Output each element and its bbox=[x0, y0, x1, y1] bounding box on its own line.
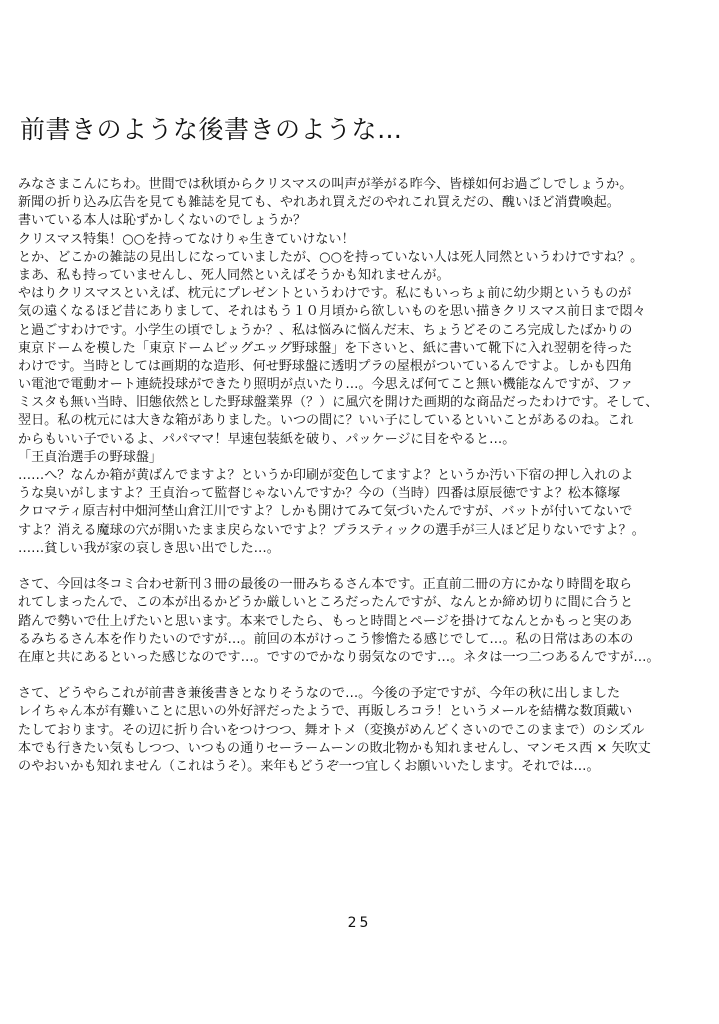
text-line: い電池で電動オート連続投球ができたり照明が点いたり…。今思えば何てこと無い機能なんですが、ファ bbox=[18, 377, 634, 393]
text-line: さて、どうやらこれが前書き兼後書きとなりそうなので…。今後の予定ですが、今年の秋に出しました bbox=[18, 686, 621, 702]
text-line: まあ、私も持っていませんし、死人同然といえばそうかも知れませんが。 bbox=[18, 267, 450, 283]
page-number: 25 bbox=[347, 915, 372, 931]
text-line: 新聞の折り込み広告を見ても雑誌を見ても、やれあれ買えだのやれこれ買えだの、醜いほど消費喚起。 bbox=[18, 195, 620, 211]
text-line: 翌日。私の枕元には大きな箱がありました。いつの間に？いい子にしているといいことがあるのね。これ bbox=[18, 413, 634, 429]
text-line: 踏んで勢いで仕上げたいと思います。本来でしたら、もっと時間とページを掛けてなんとかもっと実のあ bbox=[18, 613, 633, 629]
text-line: クロマティ原吉村中畑河埜山倉江川ですよ？しかも開けてみて気づいたんですが、バットが付いてないで bbox=[18, 504, 633, 520]
text-line: やはりクリスマスといえば、枕元にプレゼントというわけです。私にもいっちょ前に幼少期というものが bbox=[18, 286, 632, 302]
text-line: ミスタも無い当時、旧態依然とした野球盤業界（？）に風穴を開けた画期的な商品だったわけです。そして、 bbox=[18, 395, 659, 411]
paragraph bbox=[18, 176, 708, 558]
paragraph-gap bbox=[18, 667, 708, 685]
paragraph bbox=[18, 576, 708, 667]
text-line: 書いている本人は恥ずかしくないのでしょうか？ bbox=[18, 213, 307, 229]
paragraph-gap bbox=[18, 558, 708, 576]
text-line: れてしまったんで、この本が出るかどうか厳しいところだったんですが、なんとか締め切りに間に合うと bbox=[18, 595, 634, 611]
text-line: 気の遠くなるほど昔にありまして、それはもう１０月頃から欲しいものを思い描きクリスマス前日まで悶々 bbox=[18, 304, 646, 320]
text-line: と過ごすわけです。小学生の頃でしょうか？、私は悩みに悩んだ末、ちょうどそのころ完成したばかりの bbox=[18, 322, 633, 338]
text-line: 「王貞治選手の野球盤」 bbox=[18, 449, 163, 465]
text-line: 在庫と共にあるといった感じなのです…。ですのでかなり弱気なのです…。ネタは一つ二つあるんですが…。 bbox=[18, 649, 660, 665]
text-line: たしております。その辺に折り合いをつけつつ、舞オトメ（変換がめんどくさいのでこのままで）のシズル bbox=[18, 722, 645, 738]
text-line: レイちゃん本が有難いことに思いの外好評だったようで、再販しろコラ！というメールを結構な数頂戴い bbox=[18, 704, 633, 720]
page-title: 前書きのような後書きのような… bbox=[20, 115, 403, 144]
text-line: うな臭いがしますよ？王貞治って監督じゃないんですか？今の（当時）四番は原辰徳ですよ？松本篠塚 bbox=[18, 486, 621, 502]
text-line: わけです。当時としては画期的な造形、何せ野球盤に透明プラの屋根がついているんですよ。しかも四角 bbox=[18, 358, 633, 374]
text-line: からもいい子でいるよ、パパママ！早速包装紙を破り、パッケージに目をやると…。 bbox=[18, 431, 516, 447]
text-line: ……貧しい我が家の哀しき思い出でした…。 bbox=[18, 540, 280, 556]
text-line: 本でも行きたい気もしつつ、いつもの通りセーラームーンの敗北物かも知れませんし、マンモス西 × 矢吹丈 bbox=[18, 740, 651, 756]
text-line: さて、今回は冬コミ合わせ新刊３冊の最後の一冊みちるさん本です。正直前二冊の方にかなり時間を取ら bbox=[18, 577, 633, 593]
body-text bbox=[18, 176, 708, 776]
text-line: すよ？消える魔球の穴が開いたまま戻らないですよ？プラスティックの選手が三人ほど足りないですよ？。 bbox=[18, 522, 645, 538]
text-line: ……へ？なんか箱が黄ばんでますよ？というか印刷が変色してますよ？というか汚い下宿の押し入れのよ bbox=[18, 468, 634, 483]
text-line: みなさまこんにちわ。世間では秋頃からクリスマスの叫声が挙がる昨今、皆様如何お過ごしでしょうか。 bbox=[18, 177, 633, 192]
paragraph bbox=[18, 685, 708, 776]
text-line: クリスマス特集！○○を持ってなけりゃ生きていけない！ bbox=[18, 231, 355, 247]
text-line: とか、どこかの雑誌の見出しになっていましたが、○○を持っていない人は死人同然というわけですね？。 bbox=[18, 249, 644, 265]
text-line: のやおいかも知れません（これはうそ）。来年もどうぞ一つ宜しくお願いいたします。それでは…。 bbox=[18, 759, 600, 774]
text-line: るみちるさん本を作りたいのですが…。前回の本がけっこう惨憺たる感じでして…。私の日常はあの本の bbox=[18, 631, 634, 647]
text-line: 東京ドームを模した「東京ドームビッグエッグ野球盤」を下さいと、紙に書いて靴下に入れ翌朝を待った bbox=[18, 340, 633, 356]
